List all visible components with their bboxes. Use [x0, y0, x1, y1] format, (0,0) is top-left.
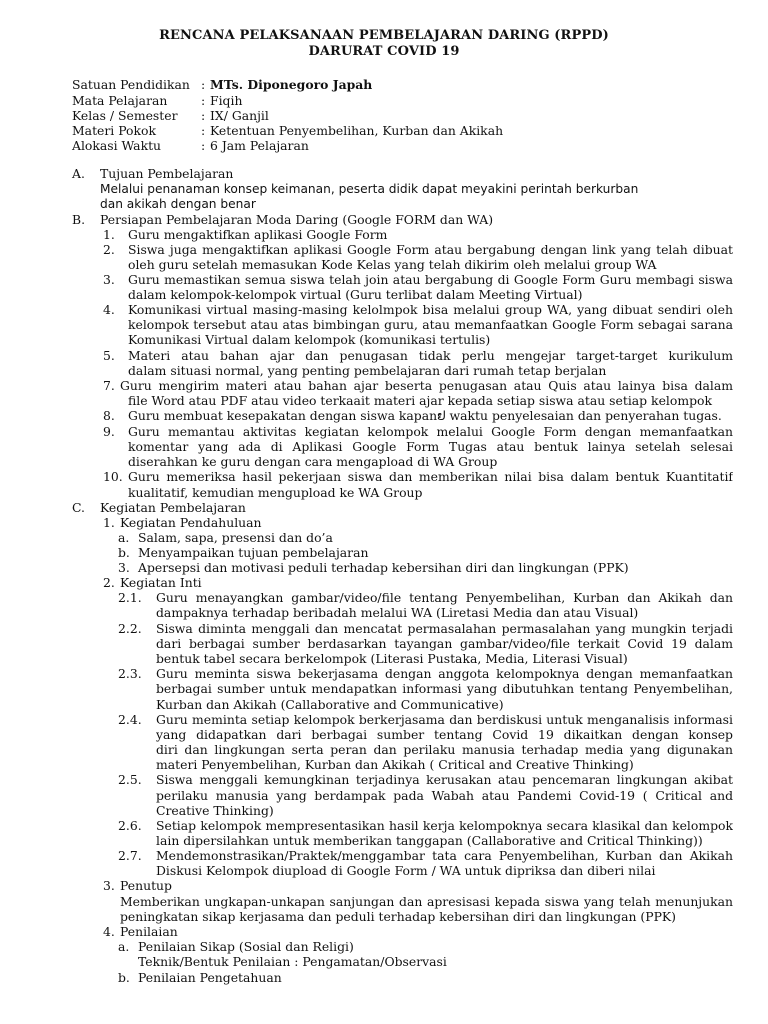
identity-label: Alokasi Waktu	[72, 138, 162, 153]
text-line: Guru menayangkan gambar/video/file tentang Penyembelihan, Kurban dan Akikah dan	[156, 590, 733, 605]
text-line: yang didapatkan dari berbagai sumber tentang Covid 19 dikaitkan dengan konsep	[156, 727, 733, 742]
identity-colon: :	[201, 138, 206, 153]
text-line: lain dipersilahkan untuk memberikan tanggapan (Callaborative and Critical Thinking))	[156, 833, 703, 848]
list-marker: 2.	[103, 242, 115, 257]
list-marker: 2.2.	[118, 621, 142, 636]
text-line: materi Penyembelihan, Kurban dan Akikah ( Critical and Creative Thinking)	[156, 757, 634, 772]
text-line: dari berbagai sumber berdasarkan tayangan gambar/video/file terkait Covid 19 dalam	[156, 636, 733, 651]
list-marker: 5.	[103, 348, 115, 363]
list-marker: 3.	[103, 878, 115, 893]
identity-label: Satuan Pendidikan	[72, 77, 190, 92]
list-marker: 2.3.	[118, 666, 142, 681]
text-line: Setiap kelompok mempresentasikan hasil kerja kelompoknya secara klasikal dan kelompok	[156, 818, 733, 833]
text-line: Materi atau bahan ajar dan penugasan tidak perlu mengejar target-target kurikulum	[128, 348, 733, 363]
text-line: Penutup	[120, 878, 172, 893]
text-line: Siswa juga mengaktifkan aplikasi Google Form atau bergabung dengan link yang telah dibuat	[128, 242, 733, 257]
text-line: Memberikan ungkapan-unkapan sanjungan dan apresisasi kepada siswa yang telah menunjukan	[120, 894, 733, 909]
text-line: Menyampaikan tujuan pembelajaran	[138, 545, 369, 560]
text-line: Guru memastikan semua siswa telah join atau bergabung di Google Form Guru membagi siswa	[128, 272, 733, 287]
text-line: berbagai sumber untuk mendapatkan informasi yang dibutuhkan tentang Penyembelihan,	[156, 681, 733, 696]
document-subtitle: DARURAT COVID 19	[308, 44, 460, 59]
list-marker: b.	[118, 970, 130, 985]
list-marker: 2.6.	[118, 818, 142, 833]
text-line: Guru memeriksa hasil pekerjaan siswa dan memberikan nilai bisa dalam bentuk Kuantitatif	[128, 469, 733, 484]
text-line: peningkatan sikap kerjasama dan peduli terhadap kebersihan diri dan lingkungan (PPK)	[120, 909, 677, 924]
identity-value: MTs. Diponegoro Japah	[210, 77, 373, 92]
list-marker: 9.	[103, 424, 115, 439]
text-line: Guru mengaktifkan aplikasi Google Form	[128, 227, 388, 242]
text-line: bentuk tabel secara berkelompok (Literasi Pustaka, Media, Literasi Visual)	[156, 651, 628, 666]
text-line: Persiapan Pembelajaran Moda Daring (Google FORM dan WA)	[100, 212, 494, 227]
text-line: Penilaian	[120, 924, 178, 939]
text-line: Melalui penanaman konsep keimanan, peserta didik dapat meyakini perintah berkurban	[100, 182, 639, 196]
identity-value: Ketentuan Penyembelihan, Kurban dan Akikah	[210, 123, 504, 138]
list-marker: 1.	[103, 227, 115, 242]
list-marker: 7.	[103, 378, 115, 393]
identity-value: Fiqih	[210, 93, 243, 108]
identity-colon: :	[201, 77, 206, 92]
text-line: diserahkan ke guru dengan cara mengapload di WA Group	[128, 454, 498, 469]
text-line: kualitatif, kemudian mengupload ke WA Group	[128, 485, 423, 500]
text-line: Komunikasi Virtual dalam kelompok (komunikasi tertulis)	[128, 332, 491, 347]
text-line: Kurban dan Akikah (Callaborative and Communicative)	[156, 697, 504, 712]
text-line: Mendemonstrasikan/Praktek/menggambar tata cara Penyembelihan, Kurban dan Akikah	[156, 848, 733, 863]
list-marker: 2.7.	[118, 848, 142, 863]
text-line: Teknik/Bentuk Penilaian : Pengamatan/Observasi	[138, 954, 447, 969]
text-line: Guru mengirim materi atau bahan ajar beserta penugasan atau Quis atau lainya bisa dalam	[120, 378, 733, 393]
text-line: perilaku manusia yang berdampak pada Wabah atau Pandemi Covid-19 ( Critical and	[156, 788, 733, 803]
list-marker: 4.	[103, 302, 115, 317]
identity-label: Materi Pokok	[72, 123, 156, 138]
text-line: dan akikah dengan benar	[100, 197, 256, 211]
text-line: oleh guru setelah memasukan Kode Kelas yang telah dikirim oleh melalui group WA	[128, 257, 657, 272]
list-marker: 2.1.	[118, 590, 142, 605]
text-line: dalam kelompok-kelompok virtual (Guru terlibat dalam Meeting Virtual)	[128, 287, 583, 302]
identity-label: Kelas / Semester	[72, 108, 178, 123]
identity-colon: :	[201, 93, 206, 108]
list-marker: C.	[72, 500, 85, 515]
identity-label: Mata Pelajaran	[72, 93, 168, 108]
text-line: Guru meminta setiap kelompok berkerjasama dan berdiskusi untuk menganalisis informasi	[156, 712, 733, 727]
text-line: Salam, sapa, presensi dan do’a	[138, 530, 333, 545]
text-line: kelompok tersebut atau atas bimbingan guru, atau memanfaatkan Google Form sebagai sarana	[128, 317, 733, 332]
text-line: Kegiatan Pendahuluan	[120, 515, 262, 530]
list-marker: b.	[118, 545, 130, 560]
text-line: Siswa diminta menggali dan mencatat permasalahan permasalahan yang mungkin terjadi	[156, 621, 733, 636]
text-line: komentar yang ada di Aplikasi Google Form Tugas atau bentuk lainya setelah selesai	[128, 439, 733, 454]
text-line: diri dan lingkungan serta peran dan perilaku manusia terhadap media yang digunakan	[156, 742, 733, 757]
text-line: file Word atau PDF atau video terkaait materi ajar kepada setiap siswa atau setiap kelompok	[128, 393, 712, 408]
list-marker: 8.	[103, 408, 115, 423]
list-marker: 1.	[103, 515, 115, 530]
list-marker: 3.	[103, 272, 115, 287]
list-marker: 10.	[103, 469, 123, 484]
list-marker: B.	[72, 212, 86, 227]
list-marker: a.	[118, 939, 130, 954]
identity-value: 6 Jam Pelajaran	[210, 138, 309, 153]
text-line: Komunikasi virtual masing-masing kelolmpok bisa melalui group WA, yang dibuat sendiri oleh	[128, 302, 733, 317]
text-line: Guru memantau aktivitas kegiatan kelompok melalui Google Form dengan memanfaatkan	[128, 424, 733, 439]
text-line: Diskusi Kelompok diupload di Google Form / WA untuk dipriksa dan diberi nilai	[156, 863, 656, 878]
text-line: Penilaian Pengetahuan	[138, 970, 282, 985]
text-line: Creative Thinking)	[156, 803, 274, 818]
identity-colon: :	[201, 123, 206, 138]
text-line: dalam situasi normal, yang penting pembelajaran dari rumah tetap berjalan	[128, 363, 607, 378]
list-marker: 2.	[103, 575, 115, 590]
text-line: Siswa menggali kemungkinan terjadinya kerusakan atau pencemaran lingkungan akibat	[156, 772, 733, 787]
text-line: Guru meminta siswa bekerjasama dengan anggota kelompoknya dengan memanfaatkan	[156, 666, 733, 681]
text-line: dampaknya terhadap beribadah melalui WA (Liretasi Media dan atau Visual)	[156, 605, 639, 620]
list-marker: 4.	[103, 924, 115, 939]
text-line: Tujuan Pembelajaran	[100, 166, 234, 181]
text-line: Guru membuat kesepakatan dengan siswa kapanຢ waktu penyelesaian dan penyerahan tugas.	[128, 408, 722, 423]
text-line: Kegiatan Inti	[120, 575, 202, 590]
document-title: RENCANA PELAKSANAAN PEMBELAJARAN DARING (RPPD)	[159, 28, 609, 43]
list-marker: a.	[118, 530, 130, 545]
text-line: Kegiatan Pembelajaran	[100, 500, 246, 515]
text-line: Penilaian Sikap (Sosial dan Religi)	[138, 939, 354, 954]
list-marker: A.	[72, 166, 85, 181]
list-marker: 2.4.	[118, 712, 142, 727]
list-marker: 3.	[118, 560, 130, 575]
list-marker: 2.5.	[118, 772, 142, 787]
identity-value: IX/ Ganjil	[210, 108, 269, 123]
identity-colon: :	[201, 108, 206, 123]
text-line: Apersepsi dan motivasi peduli terhadap kebersihan diri dan lingkungan (PPK)	[138, 560, 629, 575]
